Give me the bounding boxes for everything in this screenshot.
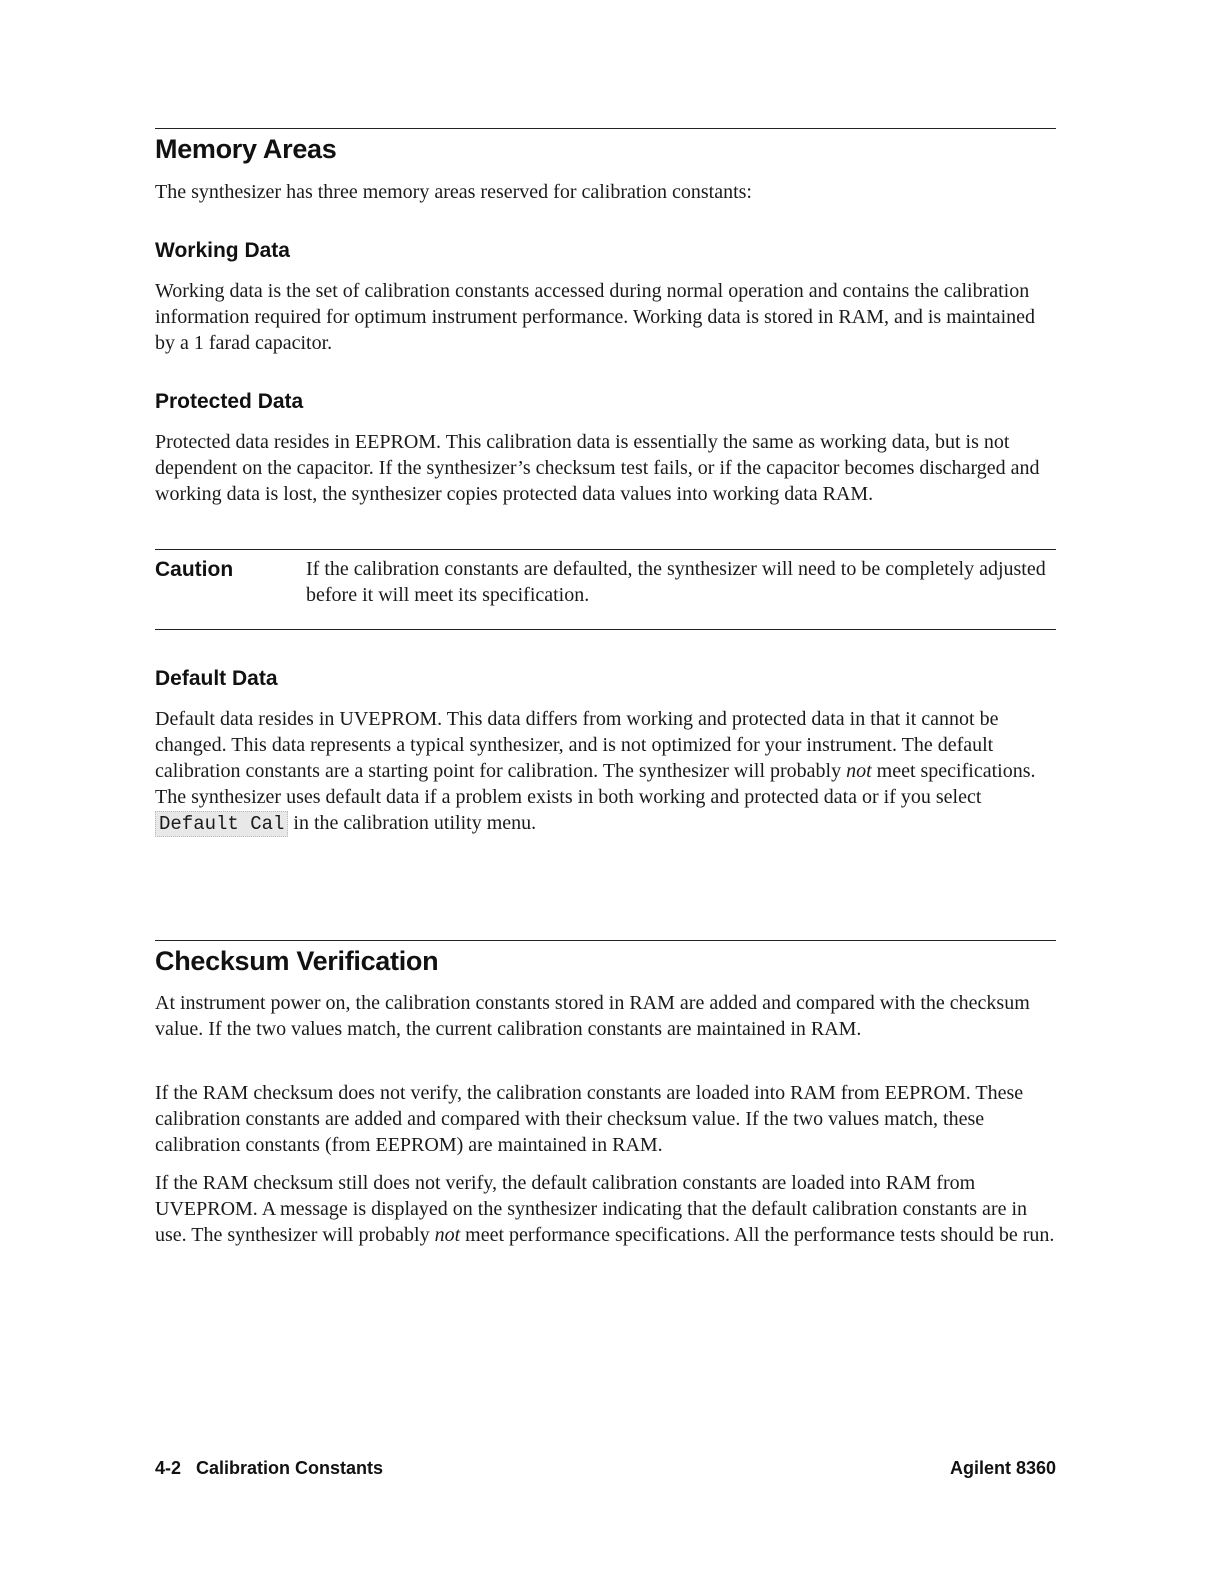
caution-bottom-rule <box>155 629 1056 630</box>
checksum-para-3-text-1: If the RAM checksum still does not verify, the default calibration constants are loaded into RAM from UVEPROM. A message is displayed on the synthesizer indicating that the default calibration constants are in use. The synthesizer will probably <box>155 1172 1028 1246</box>
footer-left <box>155 1458 383 1479</box>
subsection-title-default-data: Default Data <box>155 667 278 690</box>
section-rule-checksum <box>155 940 1056 941</box>
checksum-para-3-emphasis: not <box>434 1224 461 1246</box>
checksum-para-3-text-2: meet performance specifications. All the performance tests should be run. <box>465 1224 1055 1246</box>
default-cal-softkey: Default Cal <box>155 811 288 837</box>
working-data-body: Working data is the set of calibration constants accessed during normal operation and contains the calibration information required for optimum instrument performance. Working data is stored in RAM, and is maintained by a 1 farad capacitor. <box>155 280 1036 354</box>
caution-box <box>155 549 1056 631</box>
memory-areas-intro: The synthesizer has three memory areas reserved for calibration constants: <box>155 181 752 203</box>
section-rule-memory-areas <box>155 128 1056 129</box>
caution-top-rule <box>155 549 1056 550</box>
checksum-para-2: If the RAM checksum does not verify, the calibration constants are loaded into RAM from EEPROM. These calibration constants are added and compared with their checksum value. If the two values match, these calibration constants (from EEPROM) are maintained in RAM. <box>155 1082 1024 1156</box>
section-title-memory-areas: Memory Areas <box>155 134 337 164</box>
checksum-para-3 <box>155 1170 1056 1248</box>
default-data-body <box>155 706 1056 837</box>
protected-data-body: Protected data resides in EEPROM. This calibration data is essentially the same as working data, but is not dependent on the capacitor. If the synthesizer’s checksum test fails, or if the capacitor becomes discharged and working data is lost, the synthesizer copies protected data values into working data RAM. <box>155 431 1040 505</box>
caution-text: If the calibration constants are defaulted, the synthesizer will need to be completely adjusted before it will meet its specification. <box>306 558 1046 606</box>
footer-product-name: Agilent 8360 <box>949 1458 1056 1478</box>
section-title-checksum-verification: Checksum Verification <box>155 946 439 976</box>
subsection-title-working-data: Working Data <box>155 239 290 262</box>
default-data-text-1: Default data resides in UVEPROM. This data differs from working and protected data in that it cannot be changed. This data represents a typical synthesizer, and is not optimized for your instrument. The default calibration constants are a starting point for calibration. The synthesizer will probably <box>155 708 999 782</box>
checksum-para-1: At instrument power on, the calibration constants stored in RAM are added and compared with the checksum value. If the two values match, the current calibration constants are maintained in RAM. <box>155 992 1030 1040</box>
default-data-text-3: in the calibration utility menu. <box>293 812 537 834</box>
default-data-emphasis: not <box>846 760 872 782</box>
footer-page-number: 4-2 <box>155 1458 182 1478</box>
default-data-text-2: meet specifications. The synthesizer uses default data if a problem exists in both working and protected data or if you select <box>155 760 1036 808</box>
caution-label: Caution <box>155 558 234 581</box>
footer-chapter-title: Calibration Constants <box>196 1458 384 1478</box>
subsection-title-protected-data: Protected Data <box>155 390 304 413</box>
